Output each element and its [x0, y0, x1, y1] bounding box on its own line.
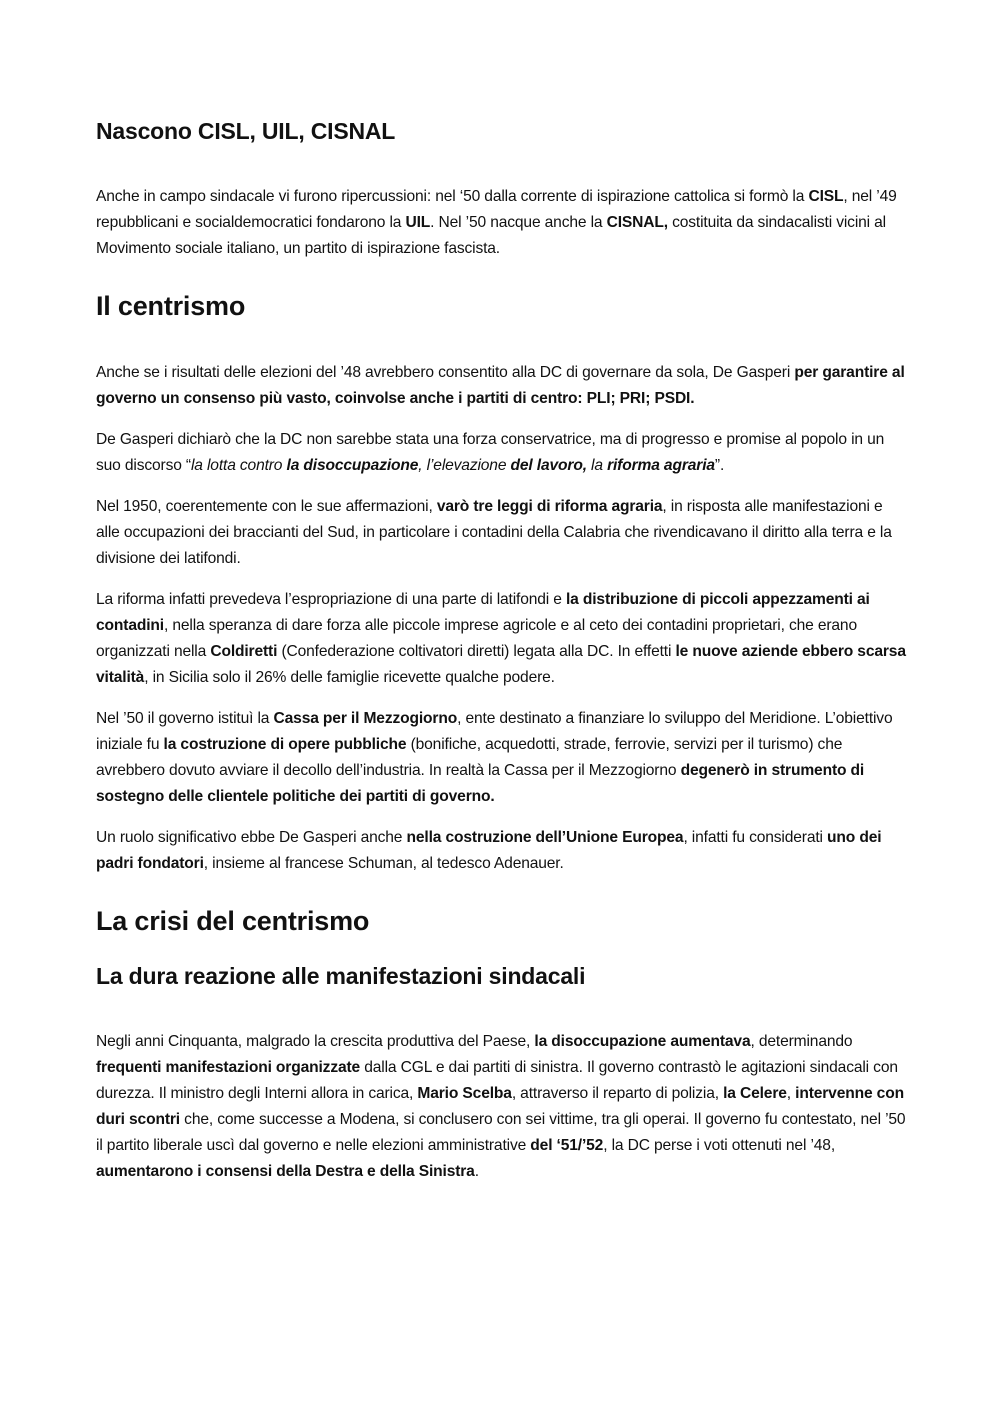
paragraph-centrismo-3: Nel 1950, coerentemente con le sue affermazioni, varò tre leggi di riforma agraria, in risposta alle manifestazioni e alle occupazioni dei braccianti del Sud, in particolare i contadini della Calabria che rivendicavano il diritto alla terra e la divisione dei latifondi. — [96, 497, 892, 567]
subheading-reazione: La dura reazione alle manifestazioni sindacali — [96, 963, 586, 990]
paragraph-sindacati: Anche in campo sindacale vi furono ripercussioni: nel ‘50 dalla corrente di ispirazione cattolica si formò la CISL, nel ’49 repubblicani e socialdemocratici fondarono la UIL. Nel ’50 nacque anche la CISNAL, costituita da sindacalisti vicini al Movimento sociale italiano, un partito di ispirazione fascista. — [96, 187, 897, 257]
section-heading-crisi: La crisi del centrismo — [96, 905, 370, 936]
paragraph-centrismo-5: Nel ’50 il governo istituì la Cassa per il Mezzogiorno, ente destinato a finanziare lo sviluppo del Meridione. L’obiettivo iniziale fu la costruzione di opere pubbliche (bonifiche, acquedotti, strade, ferrovie, servizi per il turismo) che avrebbero dovuto avviare il decollo dell’industria. In realtà la Cassa per il Mezzogiorno degenerò in strumento di sostegno delle clientele politiche dei partiti di governo. — [96, 709, 893, 805]
paragraph-centrismo-4: La riforma infatti prevedeva l’espropriazione di una parte di latifondi e la distribuzione di piccoli appezzamenti ai contadini, nella speranza di dare forza alle piccole imprese agricole e al ceto dei contadini proprietari, che erano organizzati nella Coldiretti (Confederazione coltivatori diretti) legata alla DC. In effetti le nuove aziende ebbero scarsa vitalità, in Sicilia solo il 26% delle famiglie ricevette qualche podere. — [96, 590, 906, 686]
document-page — [96, 118, 906, 1200]
paragraph-centrismo-2: De Gasperi dichiarò che la DC non sarebbe stata una forza conservatrice, ma di progresso e promise al popolo in un suo discorso “la lotta contro la disoccupazione, l’elevazione del lavoro, la riforma agraria”. — [96, 430, 885, 474]
paragraph-reazione: Negli anni Cinquanta, malgrado la crescita produttiva del Paese, la disoccupazione aumentava, determinando frequenti manifestazioni organizzate dalla CGL e dai partiti di sinistra. Il governo contrastò le agitazioni sindacali con durezza. Il ministro degli Interni allora in carica, Mario Scelba, attraverso il reparto di polizia, la Celere, intervenne con duri scontri che, come successe a Modena, si conclusero con sei vittime, tra gli operai. Il governo fu contestato, nel ’50 il partito liberale uscì dal governo e nelle elezioni amministrative del ‘51/’52, la DC perse i voti ottenuti nel ’48, aumentarono i consensi della Destra e della Sinistra. — [96, 1032, 906, 1180]
paragraph-centrismo-6: Un ruolo significativo ebbe De Gasperi anche nella costruzione dell’Unione Europea, infatti fu considerati uno dei padri fondatori, insieme al francese Schuman, al tedesco Adenauer. — [96, 828, 882, 872]
paragraph-centrismo-1: Anche se i risultati delle elezioni del ’48 avrebbero consentito alla DC di governare da sola, De Gasperi per garantire al governo un consenso più vasto, coinvolse anche i partiti di centro: PLI; PRI; PSDI. — [96, 363, 905, 407]
section-heading-sindacati: Nascono CISL, UIL, CISNAL — [96, 118, 396, 144]
section-heading-centrismo: Il centrismo — [96, 290, 246, 321]
